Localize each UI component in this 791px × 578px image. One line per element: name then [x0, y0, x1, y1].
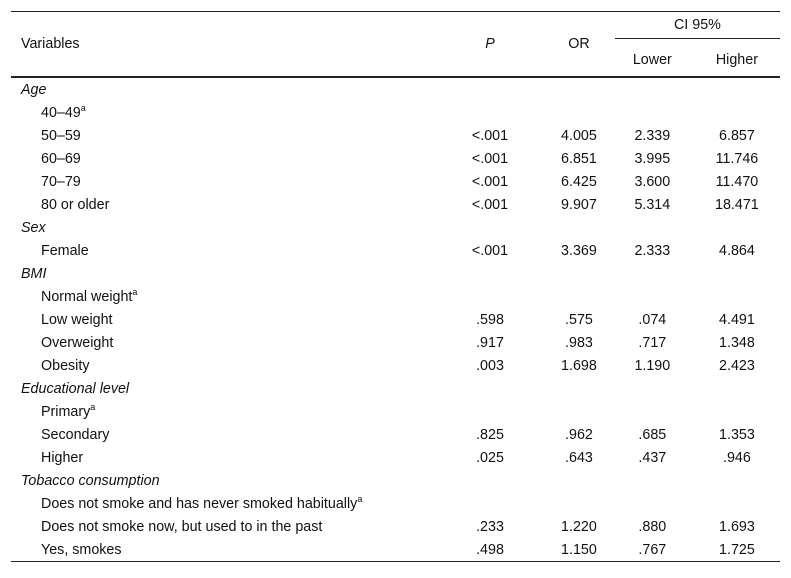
- p-value: [433, 400, 547, 423]
- row-label: [11, 446, 433, 469]
- table-row: [11, 285, 780, 308]
- row-label-text: Overweight: [41, 334, 114, 351]
- ci-higher: 6.857: [719, 127, 755, 144]
- odds-ratio: .643: [565, 449, 593, 466]
- ci-lower: 5.314: [634, 196, 671, 213]
- table-row: [11, 147, 780, 170]
- p-value: <.001: [471, 127, 509, 144]
- p-value: .498: [433, 538, 547, 562]
- odds-ratio: .962: [565, 426, 593, 443]
- table-row: [11, 423, 780, 446]
- row-label-text: Secondary: [41, 426, 110, 443]
- odds-ratio: 9.907: [561, 196, 597, 213]
- row-label: [11, 285, 433, 308]
- ci-higher: [694, 101, 780, 124]
- row-label-text: Low weight: [41, 311, 113, 328]
- row-label: [11, 124, 433, 147]
- table-row: [11, 101, 780, 124]
- reference-marker: a: [90, 401, 96, 412]
- ci-lower: 2.339: [634, 127, 671, 144]
- row-label-text: 50–59: [41, 127, 81, 144]
- reference-marker: a: [357, 493, 363, 504]
- table-row: [11, 124, 780, 147]
- row-label-text: Does not smoke now, but used to in the past: [41, 518, 323, 535]
- p-value: .233: [476, 518, 504, 535]
- row-label: [11, 423, 433, 446]
- ci-higher: [694, 492, 780, 515]
- ci-higher: 11.470: [715, 173, 759, 190]
- odds-ratio: 1.220: [561, 518, 597, 535]
- odds-ratio: 1.698: [561, 357, 597, 374]
- row-label: [11, 538, 433, 562]
- table-row: [11, 354, 780, 377]
- row-label: [11, 308, 433, 331]
- ci-lower: 1.190: [634, 357, 671, 374]
- reference-marker: a: [80, 102, 86, 113]
- odds-ratio: .575: [565, 311, 593, 328]
- ci-lower: [611, 101, 694, 124]
- ci-higher: [694, 400, 780, 423]
- row-label: [11, 170, 433, 193]
- p-value: <.001: [471, 242, 509, 259]
- ci-lower: .074: [638, 311, 667, 328]
- ci-lower: [611, 285, 694, 308]
- odds-ratio: .983: [565, 334, 593, 351]
- odds-ratio: 1.150: [547, 538, 611, 562]
- header-or: OR: [547, 12, 611, 77]
- row-label: [11, 331, 433, 354]
- row-label-text: Yes, smokes: [41, 541, 122, 558]
- ci-lower: [611, 492, 694, 515]
- header-p: P: [433, 12, 547, 77]
- row-label-text: 70–79: [41, 173, 81, 190]
- p-value: [433, 285, 547, 308]
- p-value: [433, 492, 547, 515]
- odds-ratio: 6.851: [561, 150, 597, 167]
- header-lower: Lower: [632, 52, 672, 68]
- row-label-text: Normal weight: [41, 288, 133, 305]
- section-title: Educational level: [21, 380, 130, 397]
- odds-ratio: [547, 285, 611, 308]
- p-value: <.001: [471, 150, 509, 167]
- odds-ratio: [547, 101, 611, 124]
- header-variables: Variables: [11, 12, 433, 77]
- ci-lower: .437: [638, 449, 667, 466]
- header-higher: Higher: [715, 52, 758, 68]
- section-row: [11, 77, 780, 101]
- ci-lower: [611, 400, 694, 423]
- table-row: [11, 492, 780, 515]
- row-label-text: 40–49: [41, 104, 81, 121]
- ci-higher: 4.864: [719, 242, 755, 259]
- p-value: [433, 101, 547, 124]
- row-label: [11, 147, 433, 170]
- odds-ratio: [547, 492, 611, 515]
- section-title: Tobacco consumption: [21, 472, 160, 489]
- row-label: [11, 515, 433, 538]
- ci-lower: 3.995: [634, 150, 671, 167]
- table-row: [11, 515, 780, 538]
- section-row: [11, 469, 780, 492]
- odds-ratio: 3.369: [561, 242, 597, 259]
- row-label-text: 60–69: [41, 150, 81, 167]
- p-value: .025: [476, 449, 504, 466]
- ci-lower: 3.600: [634, 173, 671, 190]
- row-label-text: Primary: [41, 403, 91, 420]
- ci-higher: .946: [722, 449, 751, 466]
- ci-higher: [694, 285, 780, 308]
- ci-higher: 1.353: [719, 426, 755, 443]
- ci-higher: 1.348: [719, 334, 755, 351]
- ci-higher: 1.693: [719, 518, 755, 535]
- p-value: .598: [476, 311, 504, 328]
- section-title: BMI: [21, 265, 47, 282]
- section-title: Sex: [21, 219, 46, 236]
- row-label: [11, 239, 433, 262]
- row-label: [11, 101, 433, 124]
- section-title: Age: [21, 81, 47, 98]
- row-label-text: Does not smoke and has never smoked habitually: [41, 495, 358, 512]
- row-label-text: Higher: [41, 449, 84, 466]
- row-label-text: 80 or older: [41, 196, 110, 213]
- ci-lower: .685: [638, 426, 667, 443]
- table-row: [11, 308, 780, 331]
- table-row: [11, 538, 780, 562]
- table-row: [11, 170, 780, 193]
- p-value: <.001: [471, 196, 509, 213]
- table-row: [11, 193, 780, 216]
- ci-higher: 11.746: [715, 150, 759, 167]
- ci-higher: 18.471: [715, 196, 759, 213]
- p-value: .825: [476, 426, 504, 443]
- ci-lower: 2.333: [634, 242, 671, 259]
- odds-ratio: [547, 400, 611, 423]
- ci-lower: .767: [611, 538, 694, 562]
- p-value: .003: [476, 357, 504, 374]
- table-row: [11, 239, 780, 262]
- row-label-text: Obesity: [41, 357, 90, 374]
- p-value: <.001: [471, 173, 509, 190]
- odds-ratio: 6.425: [561, 173, 597, 190]
- ci-higher: 4.491: [719, 311, 755, 328]
- header-ci: CI 95%: [611, 12, 780, 45]
- row-label-text: Female: [41, 242, 89, 259]
- row-label: [11, 354, 433, 377]
- p-value: .917: [476, 334, 504, 351]
- ci-lower: .880: [638, 518, 667, 535]
- row-label: [11, 193, 433, 216]
- ci-higher: 2.423: [719, 357, 755, 374]
- table-row: [11, 400, 780, 423]
- reference-marker: a: [132, 286, 138, 297]
- section-row: [11, 262, 780, 285]
- results-table: [11, 11, 780, 562]
- odds-ratio: 4.005: [561, 127, 597, 144]
- ci-lower: .717: [638, 334, 667, 351]
- table-row: [11, 446, 780, 469]
- ci-higher: 1.725: [694, 538, 780, 562]
- table-row: [11, 331, 780, 354]
- section-row: [11, 377, 780, 400]
- row-label: [11, 492, 433, 515]
- row-label: [11, 400, 433, 423]
- section-row: [11, 216, 780, 239]
